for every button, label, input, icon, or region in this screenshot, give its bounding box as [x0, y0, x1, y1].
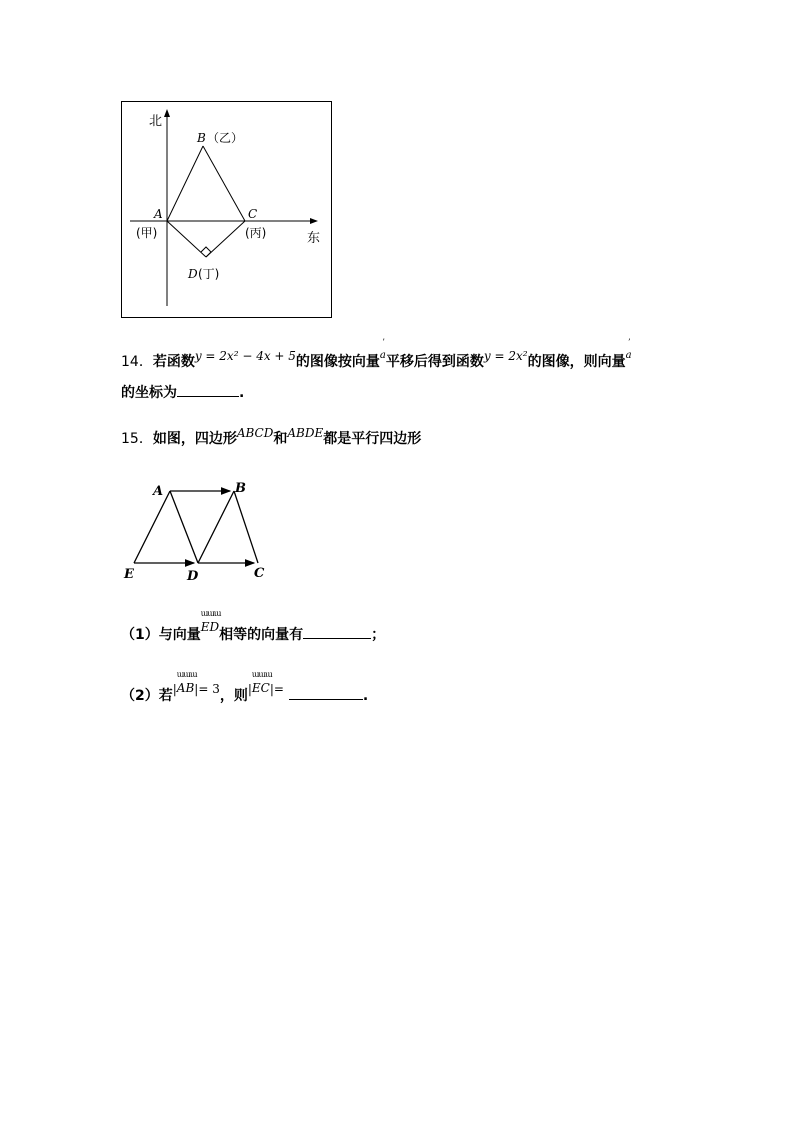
q14-vector-a: ʼ a [379, 338, 386, 361]
q14-answer-blank[interactable] [177, 382, 239, 397]
q15-1-vector-ed: ɯɯɯ ED [200, 609, 221, 634]
q15-2-end: . [362, 688, 369, 704]
q14-text-2: 的图像按向量 [295, 354, 380, 370]
compass-figure [121, 101, 332, 318]
q15-text-1: 如图，四边形 [152, 431, 237, 447]
label-a: A [153, 484, 164, 499]
q15-1-prefix: （1）与向量 [121, 627, 201, 643]
q15-2-eq-1: = 3 [198, 682, 220, 696]
segment-ab [167, 146, 203, 221]
q15-1-suffix: 相等的向量有 [219, 627, 304, 643]
segment-ad [170, 491, 198, 563]
question-15-line [121, 426, 422, 449]
q14-text-5: 的坐标为 [121, 385, 177, 401]
q14-text-3: 平移后得到函数 [385, 354, 484, 370]
q15-2-answer-blank[interactable] [289, 685, 363, 700]
q14-end: . [239, 385, 245, 401]
q14-text-1: 若函数 [152, 354, 195, 370]
segment-bc [234, 491, 258, 563]
point-c-label: C [248, 207, 258, 221]
segment-ae [134, 491, 170, 563]
question-14-line-1 [121, 338, 632, 374]
abs-bar-right: | [194, 682, 199, 696]
vector-arrow-icon: ʼ [382, 338, 384, 347]
q14-function-2: y = 2x² [483, 349, 528, 363]
q15-quad-2: ABDE [287, 426, 324, 440]
abs-bar-right: | [269, 682, 274, 696]
abs-bar-left: | [172, 682, 177, 696]
vector-arrow-icon: ɯɯɯ [176, 670, 197, 679]
q15-2-prefix: （2）若 [121, 688, 173, 704]
point-d-sub-label: (丁) [198, 267, 220, 281]
vector-arrow-icon: ɯɯɯ [251, 670, 272, 679]
question-number: 14． [121, 354, 153, 370]
q15-2-mid: ，则 [219, 688, 248, 704]
point-a-sub-label: (甲) [136, 226, 158, 240]
question-number: 15． [121, 431, 153, 447]
segment-bc [203, 146, 245, 221]
point-b-label: B [197, 131, 206, 145]
q15-1-end: ； [371, 627, 386, 643]
question-15-part-1 [121, 609, 386, 645]
q15-text-2: 和 [273, 431, 288, 447]
vector-arrow-icon: ʼ [627, 338, 630, 347]
label-e: E [124, 567, 134, 582]
segment-bd [198, 491, 234, 563]
abs-bar-left: | [247, 682, 252, 696]
q14-text-4: 的图像，则向量 [527, 354, 626, 370]
segment-ad [167, 221, 206, 257]
q14-function-1: y = 2x² − 4x + 5 [194, 349, 296, 363]
q14-vector-a-2: ʼ a [625, 338, 632, 361]
vector-arrow-icon: ɯɯɯ [200, 609, 221, 618]
right-angle-mark [201, 247, 211, 257]
label-c: C [254, 566, 265, 581]
label-b: B [235, 481, 246, 496]
point-a-label: A [154, 207, 163, 221]
question-14-line-2 [121, 382, 244, 403]
north-arrow-icon [164, 109, 170, 117]
east-arrow-icon [310, 218, 318, 224]
q15-2-eq-2: = [273, 682, 284, 696]
segment-dc [206, 221, 245, 257]
point-c-sub-label: (丙) [245, 226, 267, 240]
question-15-part-2 [121, 670, 369, 706]
label-d: D [187, 569, 199, 584]
q15-quad-1: ABCD [236, 426, 274, 440]
point-b-sub-label: （乙） [207, 131, 244, 145]
north-label: 北 [149, 114, 163, 129]
east-label: 东 [307, 231, 321, 246]
q15-text-3: 都是平行四边形 [323, 431, 422, 447]
q15-1-answer-blank[interactable] [303, 624, 371, 639]
point-d-label: D [188, 267, 198, 281]
parallelogram-figure [118, 478, 278, 586]
q15-2-vector-ec: ɯɯɯ EC [251, 670, 272, 695]
q15-2-vector-ab: ɯɯɯ AB [176, 670, 197, 695]
